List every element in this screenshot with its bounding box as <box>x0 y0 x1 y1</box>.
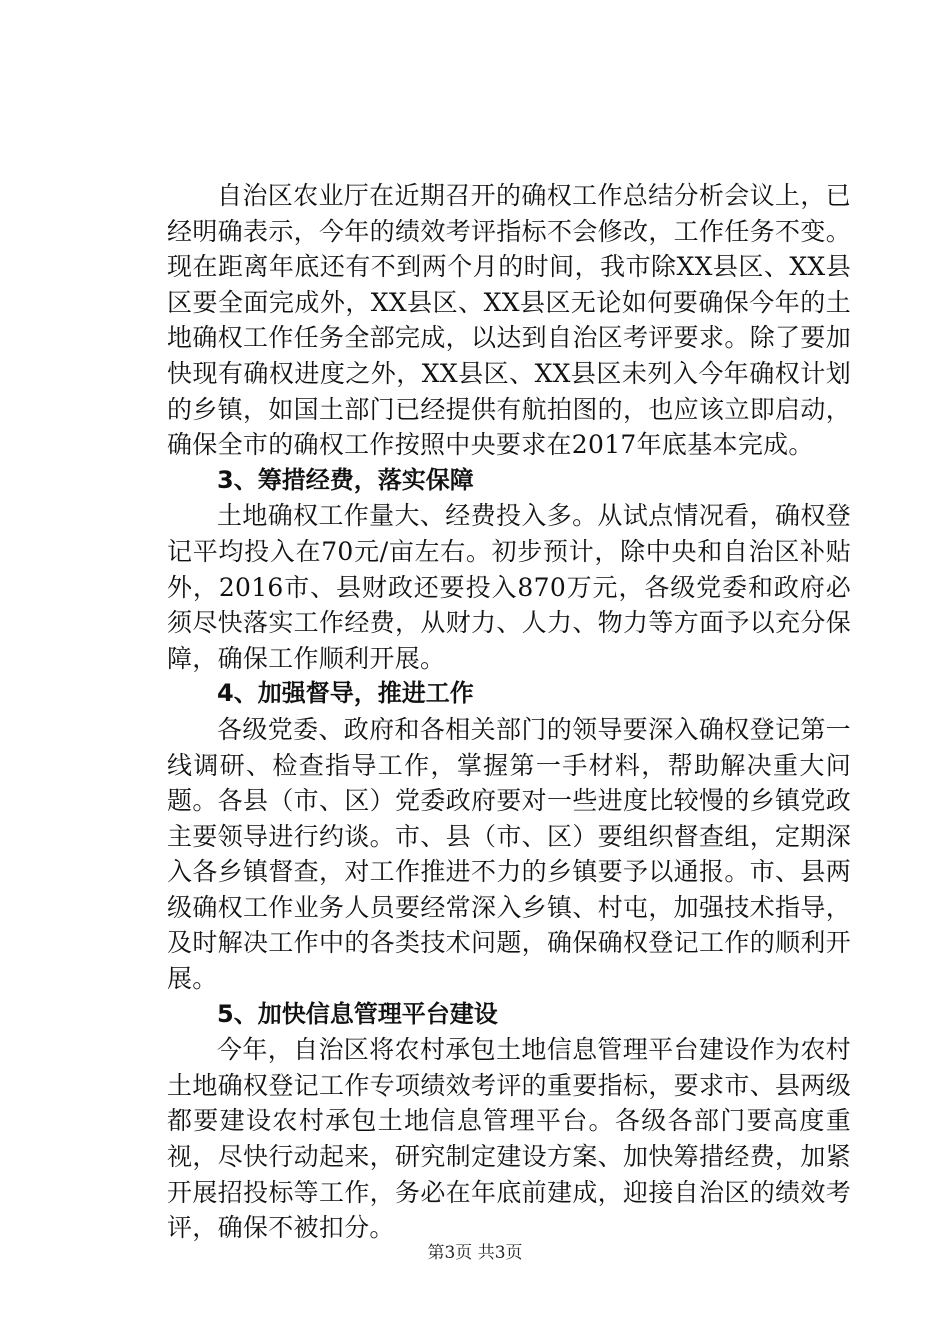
section-heading-funding: 3、筹措经费，落实保障 <box>217 465 474 494</box>
paragraph-supervision: 各级党委、政府和各相关部门的领导要深入确权登记第一线调研、检查指导工作，掌握第一手材料，帮助解决重大问题。各县（市、区）党委政府要对一些进度比较慢的乡镇党政主要领导进行约谈。市、县（市、区）要组织督查组，定期深入各乡镇督查，对工作推进不力的乡镇要予以通报。市、县两级确权工作业务人员要经常深入乡镇、村屯，加强技术指导，及时解决工作中的各类技术问题，确保确权登记工作的顺利开展。 <box>167 714 851 994</box>
document-body <box>167 178 851 1246</box>
paragraph-funding: 土地确权工作量大、经费投入多。从试点情况看，确权登记平均投入在70元/亩左右。初步预计，除中央和自治区补贴外，2016市、县财政还要投入870万元，各级党委和政府必须尽快落实工作经费，从财力、人力、物力等方面予以充分保障，确保工作顺利开展。 <box>167 501 851 673</box>
paragraph-confirmation-progress: 自治区农业厅在近期召开的确权工作总结分析会议上，已经明确表示，今年的绩效考评指标不会修改，工作任务不变。现在距离年底还有不到两个月的时间，我市除XX县区、XX县区要全面完成外，XX县区、XX县区无论如何要确保今年的土地确权工作任务全部完成，以达到自治区考评要求。除了要加快现有确权进度之外，XX县区、XX县区未列入今年确权计划的乡镇，如国土部门已经提供有航拍图的，也应该立即启动，确保全市的确权工作按照中央要求在2017年底基本完成。 <box>167 181 851 460</box>
section-heading-supervision: 4、加强督导，推进工作 <box>217 679 474 708</box>
page-number-footer: 第3页 共3页 <box>427 1243 523 1263</box>
paragraph-info-platform: 今年，自治区将农村承包土地信息管理平台建设作为农村土地确权登记工作专项绩效考评的重要指标，要求市、县两级都要建设农村承包土地信息管理平台。各级各部门要高度重视，尽快行动起来，研究制定建设方案、加快筹措经费，加紧开展招投标等工作，务必在年底前建成，迎接自治区的绩效考评，确保不被扣分。 <box>167 1035 851 1243</box>
section-heading-info-platform: 5、加快信息管理平台建设 <box>217 999 498 1028</box>
